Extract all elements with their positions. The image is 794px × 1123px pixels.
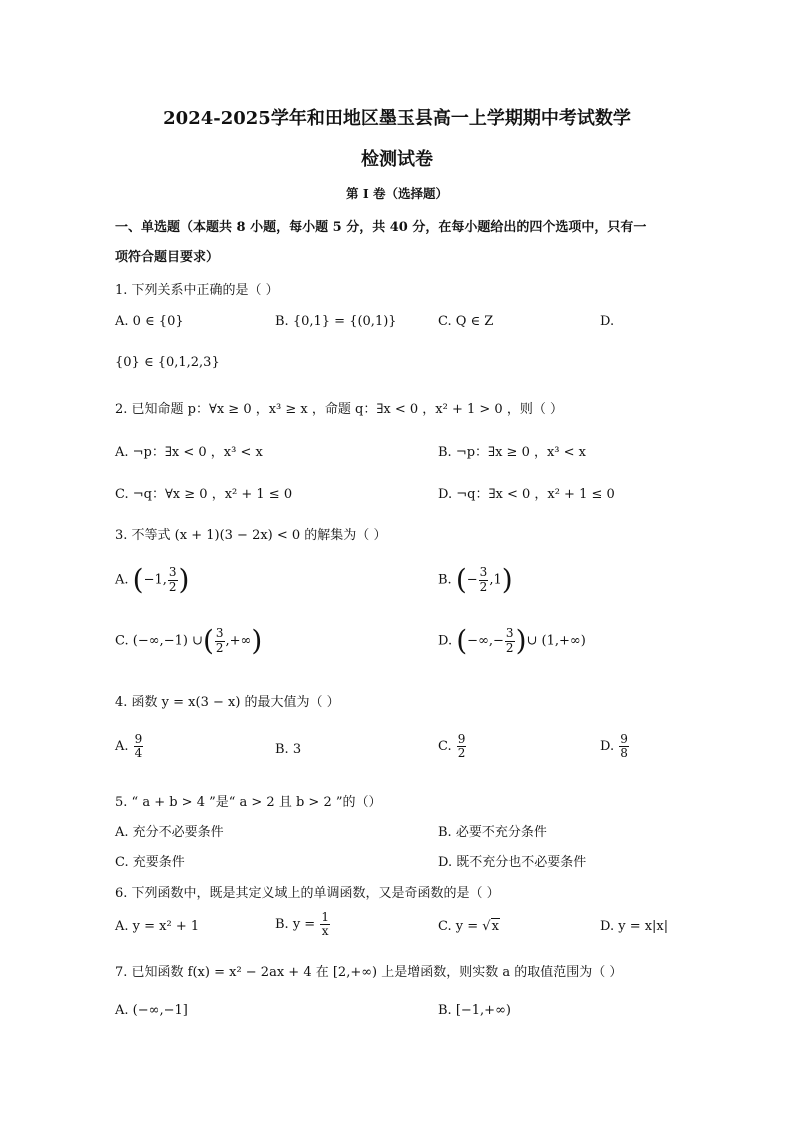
q1-option-d-content: {0} ∈ {0,1,2,3} bbox=[115, 355, 220, 370]
left-paren: ( bbox=[202, 624, 214, 657]
q6-stem: 6. 下列函数中，既是其定义域上的单调函数，又是奇函数的是（ ） bbox=[115, 886, 500, 901]
numerator: 3 bbox=[215, 626, 224, 641]
denominator: 2 bbox=[215, 640, 224, 655]
q3-c-right: ,+∞ bbox=[225, 633, 252, 649]
numerator: 3 bbox=[479, 565, 488, 580]
denominator: 2 bbox=[505, 640, 514, 655]
q3-option-d-label: D. bbox=[438, 633, 453, 649]
left-paren: ( bbox=[455, 563, 467, 596]
right-paren: ) bbox=[501, 563, 513, 596]
denominator: x bbox=[321, 924, 329, 939]
q6-option-c[interactable] bbox=[438, 919, 500, 934]
q4-option-a[interactable] bbox=[115, 733, 144, 760]
q4-option-a-label: A. bbox=[115, 739, 129, 755]
numerator: 1 bbox=[321, 910, 329, 924]
left-paren: ( bbox=[456, 624, 468, 657]
q3-b-right: ,1 bbox=[489, 572, 502, 588]
q3-c-left: (−∞,−1) ∪ bbox=[132, 633, 203, 649]
q6-c-lhs: y = bbox=[455, 919, 479, 934]
q2-stem: 2. 已知命题 p：∀x ≥ 0 ，x³ ≥ x ，命题 q：∃x < 0 ，x² + 1 > 0 ，则（ ） bbox=[115, 402, 563, 417]
q5-option-a[interactable]: A. 充分不必要条件 bbox=[115, 825, 224, 840]
fraction bbox=[168, 566, 178, 593]
q5-option-d[interactable]: D. 既不充分也不必要条件 bbox=[438, 855, 587, 870]
numerator: 3 bbox=[168, 565, 177, 580]
section-heading-line1: 一、单选题（本题共 8 小题，每小题 5 分，共 40 分，在每小题给出的四个选项中，只有一 bbox=[115, 220, 647, 235]
q3-stem: 3. 不等式 (x + 1)(3 − 2x) < 0 的解集为（ ） bbox=[115, 528, 387, 543]
q3-a-left: −1, bbox=[143, 572, 167, 588]
q2-option-b[interactable]: B. ¬p：∃x ≥ 0 ，x³ < x bbox=[438, 445, 587, 460]
q1-option-b[interactable]: B. {0,1} = {(0,1)} bbox=[275, 314, 397, 329]
fraction bbox=[134, 733, 144, 760]
q2-option-d[interactable]: D. ¬q：∃x < 0 ，x² + 1 ≤ 0 bbox=[438, 487, 615, 502]
numerator: 3 bbox=[505, 626, 514, 641]
q4-option-c-label: C. bbox=[438, 739, 452, 755]
section-heading-line2: 项符合题目要求） bbox=[115, 250, 220, 265]
numerator: 9 bbox=[134, 732, 143, 746]
q1-option-a[interactable]: A. 0 ∈ {0} bbox=[115, 314, 184, 329]
q3-option-b-label: B. bbox=[438, 572, 452, 588]
q3-option-a[interactable] bbox=[115, 563, 190, 596]
right-paren: ) bbox=[515, 624, 527, 657]
q1-option-d[interactable]: D. bbox=[600, 314, 615, 329]
q2-option-c[interactable]: C. ¬q：∀x ≥ 0 ，x² + 1 ≤ 0 bbox=[115, 487, 293, 502]
q2-option-a[interactable]: A. ¬p：∃x < 0 ，x³ < x bbox=[115, 445, 263, 460]
q6-option-a[interactable]: A. y = x² + 1 bbox=[115, 919, 200, 934]
q1-stem: 1. 下列关系中正确的是（ ） bbox=[115, 283, 279, 298]
fraction bbox=[457, 733, 467, 760]
q3-option-d[interactable] bbox=[438, 624, 586, 657]
q6-option-b-label: B. bbox=[275, 917, 289, 933]
q3-option-c[interactable] bbox=[115, 624, 263, 657]
q5-option-c[interactable]: C. 充要条件 bbox=[115, 855, 185, 870]
q5-stem: 5. “ a + b > 4 ”是“ a > 2 且 b > 2 ”的（） bbox=[115, 795, 382, 810]
fraction bbox=[215, 627, 225, 654]
numerator: 9 bbox=[620, 732, 628, 746]
q7-stem: 7. 已知函数 f(x) = x² − 2ax + 4 在 [2,+∞) 上是增函数，则实数 a 的取值范围为（ ） bbox=[115, 965, 623, 980]
denominator: 2 bbox=[168, 579, 177, 594]
q7-option-a[interactable]: A. (−∞,−1] bbox=[115, 1003, 188, 1018]
denominator: 2 bbox=[479, 579, 488, 594]
denominator: 2 bbox=[457, 746, 466, 761]
q4-stem: 4. 函数 y = x(3 − x) 的最大值为（ ） bbox=[115, 695, 340, 710]
sqrt-icon: √ bbox=[482, 919, 491, 934]
q3-d-left: −∞,− bbox=[467, 633, 504, 649]
left-paren: ( bbox=[132, 563, 144, 596]
q3-option-c-label: C. bbox=[115, 633, 129, 649]
q6-option-b[interactable] bbox=[275, 911, 331, 938]
fraction bbox=[619, 733, 629, 760]
q3-option-b[interactable] bbox=[438, 563, 513, 596]
fraction bbox=[320, 911, 330, 938]
denominator: 4 bbox=[134, 746, 143, 761]
q5-option-b[interactable]: B. 必要不充分条件 bbox=[438, 825, 547, 840]
q7-option-b[interactable]: B. [−1,+∞) bbox=[438, 1003, 511, 1018]
fraction bbox=[479, 566, 489, 593]
fraction bbox=[505, 627, 515, 654]
page-title-line1: 2024-2025学年和田地区墨玉县高一上学期期中考试数学 bbox=[163, 108, 631, 129]
q4-option-d-label: D. bbox=[600, 739, 615, 755]
q3-b-left: − bbox=[466, 572, 478, 588]
q4-option-c[interactable] bbox=[438, 733, 467, 760]
numerator: 9 bbox=[457, 732, 466, 746]
right-paren: ) bbox=[251, 624, 263, 657]
denominator: 8 bbox=[620, 746, 628, 761]
q6-option-d[interactable]: D. y = x|x| bbox=[600, 919, 669, 934]
radicand: x bbox=[491, 919, 499, 934]
right-paren: ) bbox=[178, 563, 190, 596]
q6-b-lhs: y = bbox=[292, 917, 316, 933]
volume-heading: 第 I 卷（选择题） bbox=[345, 186, 449, 201]
q3-d-right: ∪ (1,+∞) bbox=[526, 633, 586, 649]
q1-option-c[interactable]: C. Q ∈ Z bbox=[438, 314, 494, 329]
q6-option-c-label: C. bbox=[438, 919, 452, 934]
q4-option-b[interactable]: B. 3 bbox=[275, 742, 302, 757]
q3-option-a-label: A. bbox=[115, 572, 129, 588]
page-title-line2: 检测试卷 bbox=[361, 149, 433, 170]
q4-option-d[interactable] bbox=[600, 733, 630, 760]
